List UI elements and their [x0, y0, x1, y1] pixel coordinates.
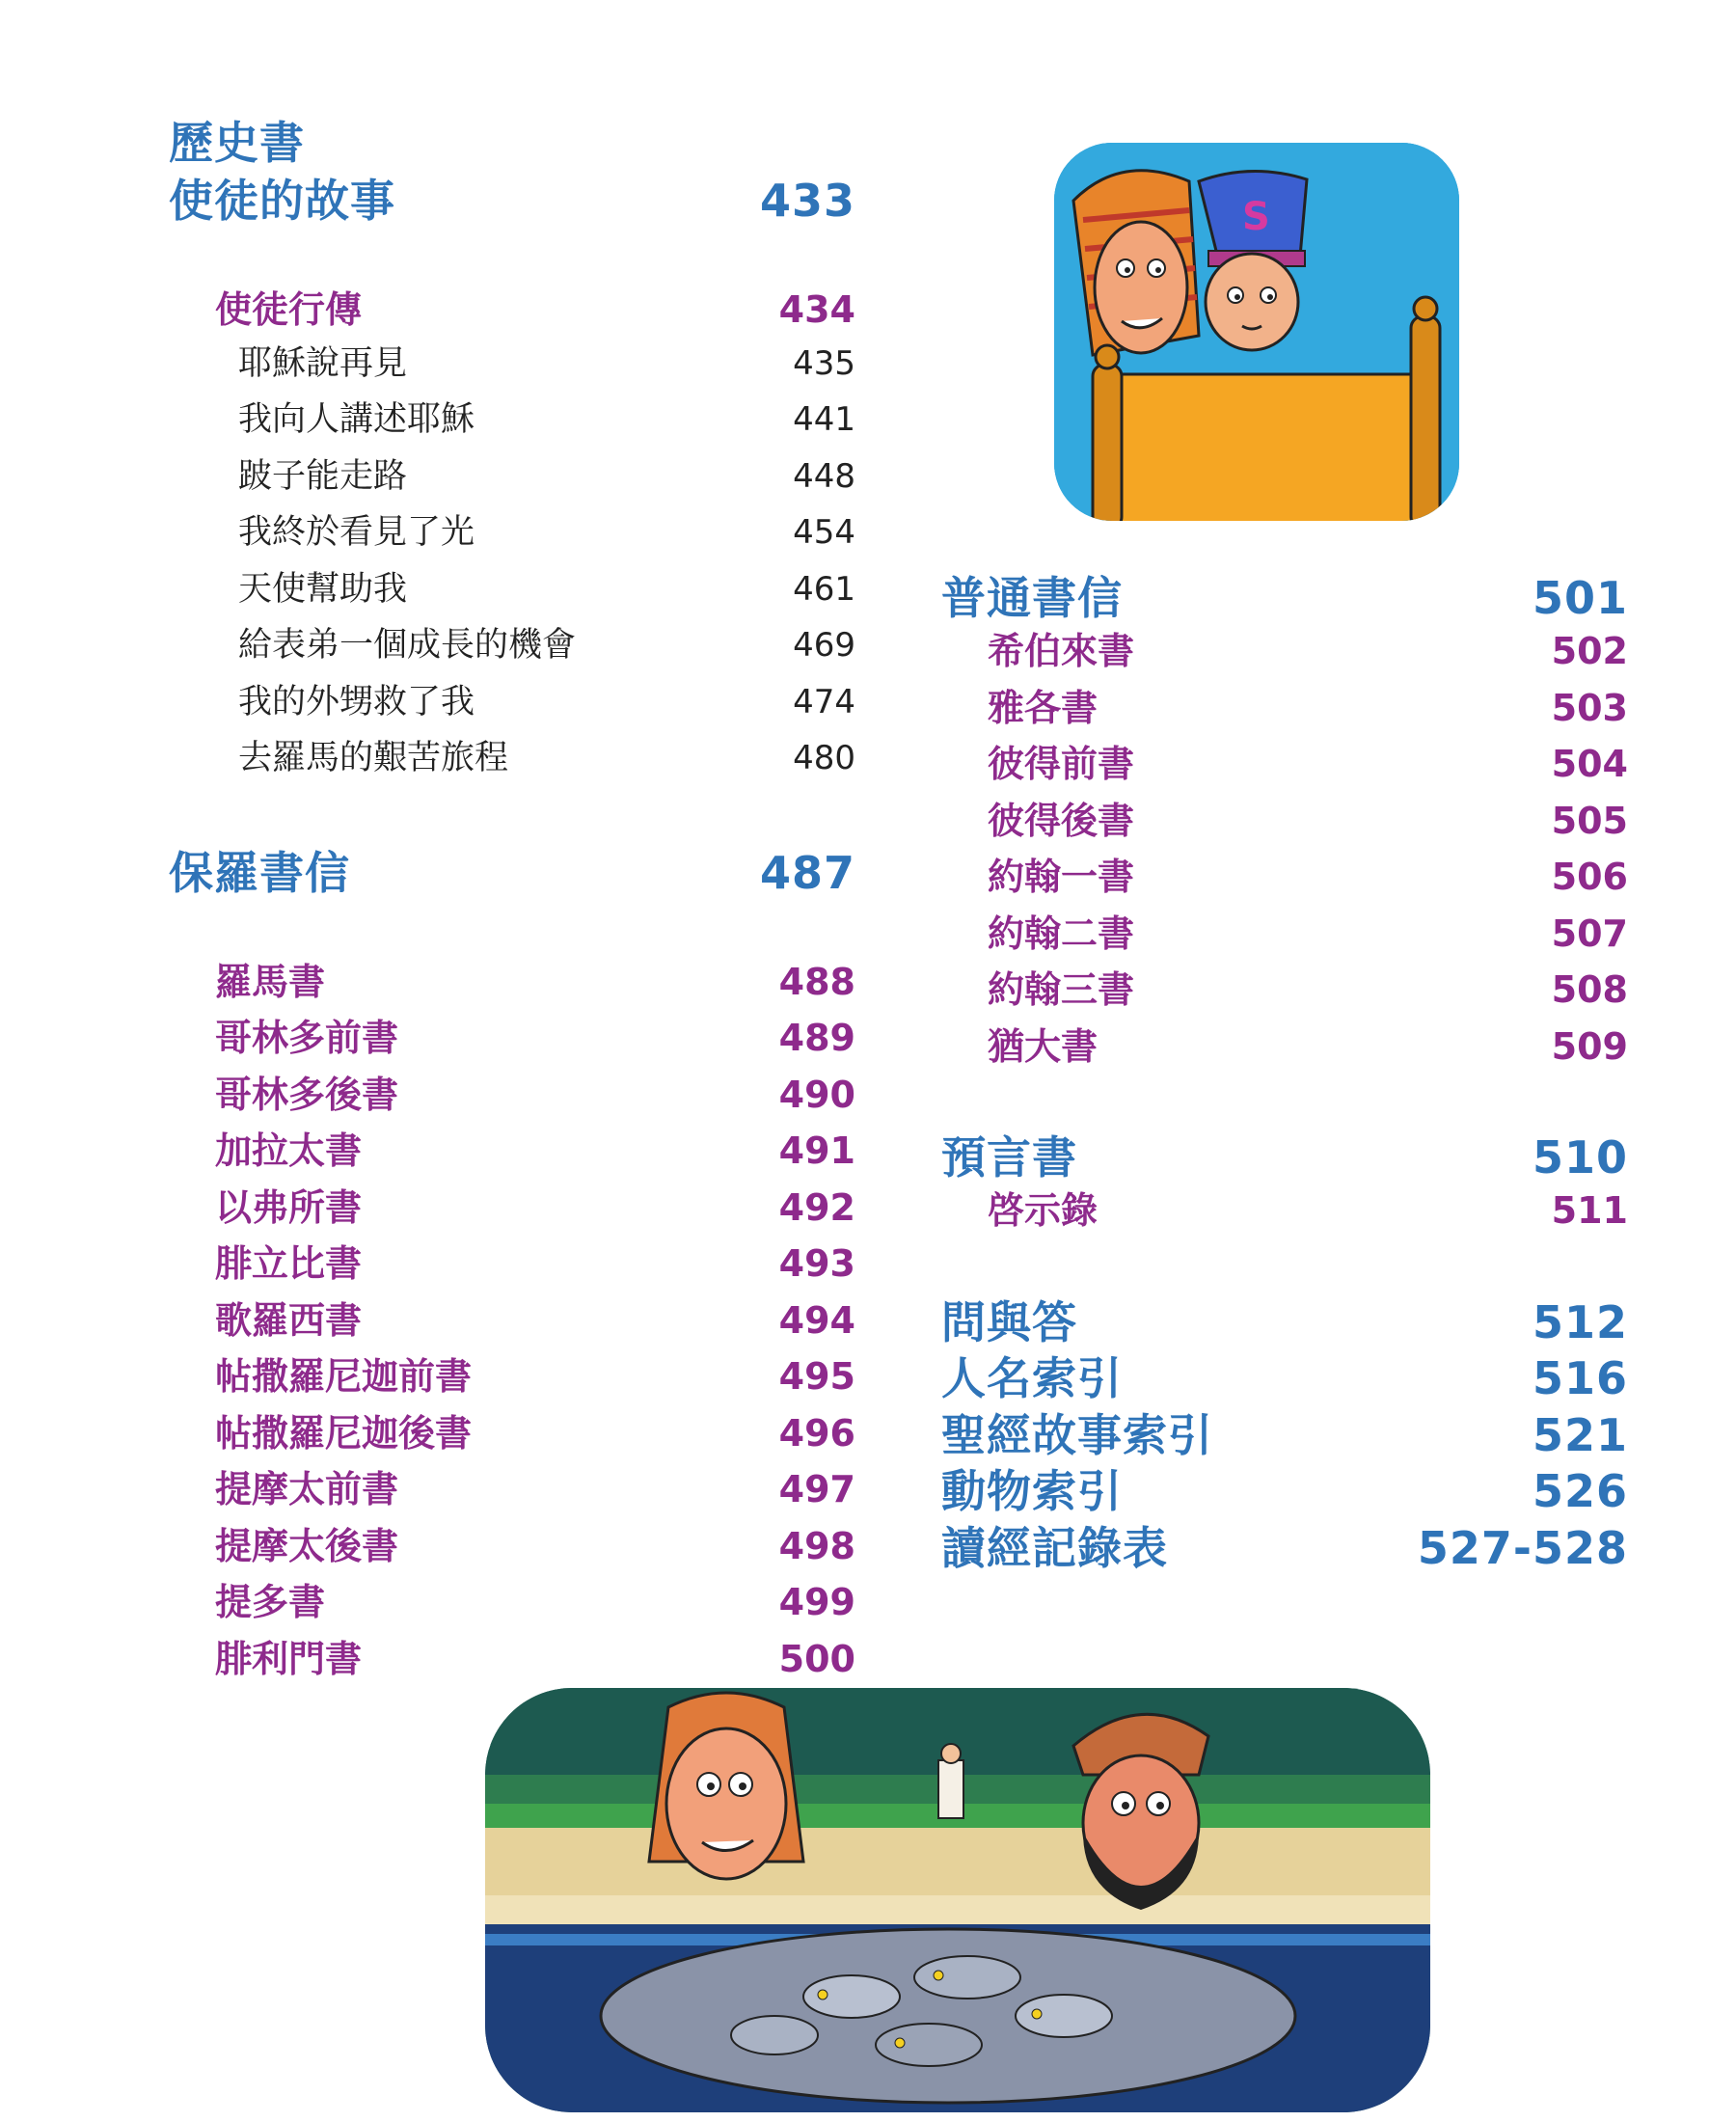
toc-entry-book[interactable] [941, 960, 1628, 1017]
toc-entry-page: 474 [793, 682, 855, 721]
toc-entry-story[interactable] [169, 562, 855, 619]
toc-entry-index[interactable] [941, 1288, 1628, 1348]
toc-entry-label: 預言書 [941, 1131, 1077, 1183]
toc-entry-book[interactable] [169, 1178, 855, 1235]
toc-entry-page: 527-528 [1417, 1521, 1628, 1574]
toc-entry-page: 494 [778, 1298, 855, 1342]
section-title-label: 歷史書 [169, 117, 305, 169]
toc-entry-label: 羅馬書 [215, 960, 326, 1003]
toc-entry-story[interactable] [169, 337, 855, 394]
toc-entry-page: 433 [759, 175, 855, 227]
section-title-history [169, 108, 855, 169]
toc-entry-page: 493 [778, 1242, 855, 1285]
toc-entry-book[interactable] [941, 734, 1628, 791]
toc-entry-page: 491 [778, 1129, 855, 1172]
toc-entry-index[interactable] [941, 1344, 1628, 1404]
toc-entry-page: 480 [793, 739, 855, 777]
toc-entry-page: 434 [778, 288, 855, 331]
toc-entry-label: 哥林多後書 [215, 1073, 399, 1116]
toc-entry-page: 461 [793, 569, 855, 609]
toc-entry-index[interactable] [941, 1456, 1628, 1517]
toc-entry-label: 彼得後書 [988, 799, 1135, 842]
toc-entry-label: 去羅馬的艱苦旅程 [238, 739, 509, 777]
toc-entry-book[interactable] [941, 678, 1628, 735]
toc-entry-page: 469 [793, 626, 855, 665]
toc-entry-story[interactable] [169, 449, 855, 506]
toc-entry-page: 488 [778, 960, 855, 1003]
toc-entry-label: 讀經記錄表 [941, 1521, 1168, 1574]
toc-entry-page: 516 [1532, 1352, 1628, 1404]
toc-entry-page: 504 [1551, 743, 1628, 785]
toc-entry-label: 腓利門書 [215, 1637, 363, 1680]
toc-entry-label: 約翰三書 [988, 968, 1135, 1011]
toc-entry-page: 497 [778, 1468, 855, 1510]
toc-entry-label: 加拉太書 [215, 1129, 363, 1172]
toc-entry-page: 508 [1551, 968, 1628, 1011]
toc-entry-page: 511 [1551, 1189, 1628, 1232]
toc-entry-book[interactable] [169, 1291, 855, 1347]
toc-entry-label: 雅各書 [988, 686, 1099, 729]
toc-entry-book[interactable] [169, 1403, 855, 1460]
toc-entry-page: 489 [778, 1017, 855, 1059]
toc-entry-label: 帖撒羅尼迦後書 [215, 1411, 473, 1455]
toc-entry-label: 我終於看見了光 [238, 513, 475, 552]
toc-entry-page: 441 [793, 400, 855, 439]
toc-entry-label: 我向人講述耶穌 [238, 400, 475, 439]
toc-entry-page: 501 [1532, 572, 1628, 624]
toc-entry-label: 給表弟一個成長的機會 [238, 626, 577, 665]
toc-entry-page: 498 [778, 1524, 855, 1567]
toc-entry-book[interactable] [169, 952, 855, 1009]
toc-entry-label: 使徒行傳 [215, 288, 363, 331]
toc-entry-label: 約翰一書 [988, 856, 1135, 898]
toc-entry-page: 507 [1551, 911, 1628, 955]
toc-entry-page: 526 [1532, 1465, 1628, 1517]
toc-entry-label: 普通書信 [941, 572, 1123, 624]
toc-entry-index[interactable] [941, 1513, 1628, 1574]
toc-entry-label: 動物索引 [941, 1465, 1123, 1517]
toc-entry-page: 435 [793, 343, 855, 383]
toc-entry-label: 提摩太後書 [215, 1524, 399, 1567]
toc-entry-label: 以弗所書 [215, 1185, 363, 1229]
toc-entry-story[interactable] [169, 505, 855, 562]
toc-entry-label: 跛子能走路 [238, 456, 408, 496]
toc-entry-page: 510 [1532, 1131, 1628, 1183]
svg-text:S: S [1242, 195, 1270, 239]
toc-entry-general-header[interactable] [941, 563, 1628, 624]
toc-entry-story[interactable] [169, 675, 855, 732]
toc-entry-page: 505 [1551, 799, 1628, 842]
toc-entry-page: 496 [778, 1411, 855, 1455]
toc-entry-book[interactable] [169, 1121, 855, 1178]
toc-entry-page: 521 [1532, 1408, 1628, 1461]
toc-entry-page: 492 [778, 1185, 855, 1229]
toc-entry-book[interactable] [169, 1347, 855, 1403]
toc-left-column [169, 108, 855, 1685]
toc-entry-book[interactable] [169, 1459, 855, 1516]
toc-entry-label: 啓示錄 [988, 1189, 1099, 1232]
toc-entry-page: 500 [778, 1637, 855, 1680]
toc-entry-book[interactable] [941, 847, 1628, 904]
toc-entry-story[interactable] [169, 618, 855, 675]
toc-entry-page: 454 [793, 513, 855, 552]
toc-entry-label: 猶大書 [988, 1024, 1099, 1068]
toc-entry-page: 506 [1551, 856, 1628, 898]
toc-entry-label: 聖經故事索引 [941, 1408, 1213, 1461]
toc-entry-page: 502 [1551, 630, 1628, 672]
toc-entry-label: 使徒的故事 [169, 175, 395, 227]
toc-entry-page: 509 [1551, 1024, 1628, 1068]
toc-entry-book[interactable] [941, 621, 1628, 678]
toc-entry-label: 提摩太前書 [215, 1468, 399, 1510]
toc-entry-acts-header[interactable] [169, 166, 855, 227]
toc-entry-label: 我的外甥救了我 [238, 682, 475, 721]
toc-entry-label: 耶穌說再見 [238, 343, 408, 383]
toc-entry-story[interactable] [169, 731, 855, 788]
fishermen-illustration [485, 1688, 1430, 2112]
toc-entry-label: 問與答 [941, 1295, 1077, 1348]
illustration-scroll-reading [1054, 143, 1459, 521]
toc-entry-label: 哥林多前書 [215, 1017, 399, 1059]
toc-entry-page: 490 [778, 1073, 855, 1116]
toc-entry-book[interactable] [169, 1234, 855, 1291]
toc-entry-book[interactable] [169, 1065, 855, 1122]
toc-entry-label: 保羅書信 [169, 846, 350, 899]
toc-entry-acts-book[interactable] [169, 280, 855, 337]
toc-entry-story[interactable] [169, 393, 855, 449]
toc-entry-pauline-header[interactable] [169, 838, 855, 899]
toc-entry-label: 帖撒羅尼迦前書 [215, 1355, 473, 1398]
toc-entry-page: 448 [793, 456, 855, 496]
toc-entry-page: 503 [1551, 686, 1628, 729]
toc-entry-page: 495 [778, 1355, 855, 1398]
toc-entry-label: 希伯來書 [988, 630, 1135, 672]
toc-entry-label: 腓立比書 [215, 1242, 363, 1285]
toc-entry-label: 歌羅西書 [215, 1298, 363, 1342]
toc-entry-page: 499 [778, 1581, 855, 1623]
toc-entry-book[interactable] [169, 1516, 855, 1573]
toc-entry-page: 487 [759, 846, 855, 899]
toc-right-column [941, 563, 1628, 1574]
illustration-fishermen-catch [485, 1688, 1430, 2112]
toc-entry-page: 512 [1532, 1295, 1628, 1348]
toc-entry-index[interactable] [941, 1401, 1628, 1461]
scroll-reading-illustration [1054, 143, 1459, 521]
toc-entry-book[interactable] [169, 1572, 855, 1629]
toc-entry-label: 提多書 [215, 1581, 326, 1623]
toc-entry-prophecy-header[interactable] [941, 1123, 1628, 1181]
toc-entry-book[interactable] [941, 1181, 1628, 1238]
toc-entry-label: 人名索引 [941, 1352, 1123, 1404]
toc-entry-book[interactable] [169, 1008, 855, 1065]
toc-entry-book[interactable] [169, 1629, 855, 1686]
toc-entry-label: 天使幫助我 [238, 569, 408, 609]
toc-entry-book[interactable] [941, 904, 1628, 961]
toc-entry-label: 約翰二書 [988, 911, 1135, 955]
toc-entry-label: 彼得前書 [988, 743, 1135, 785]
toc-entry-book[interactable] [941, 791, 1628, 848]
toc-entry-book[interactable] [941, 1017, 1628, 1074]
